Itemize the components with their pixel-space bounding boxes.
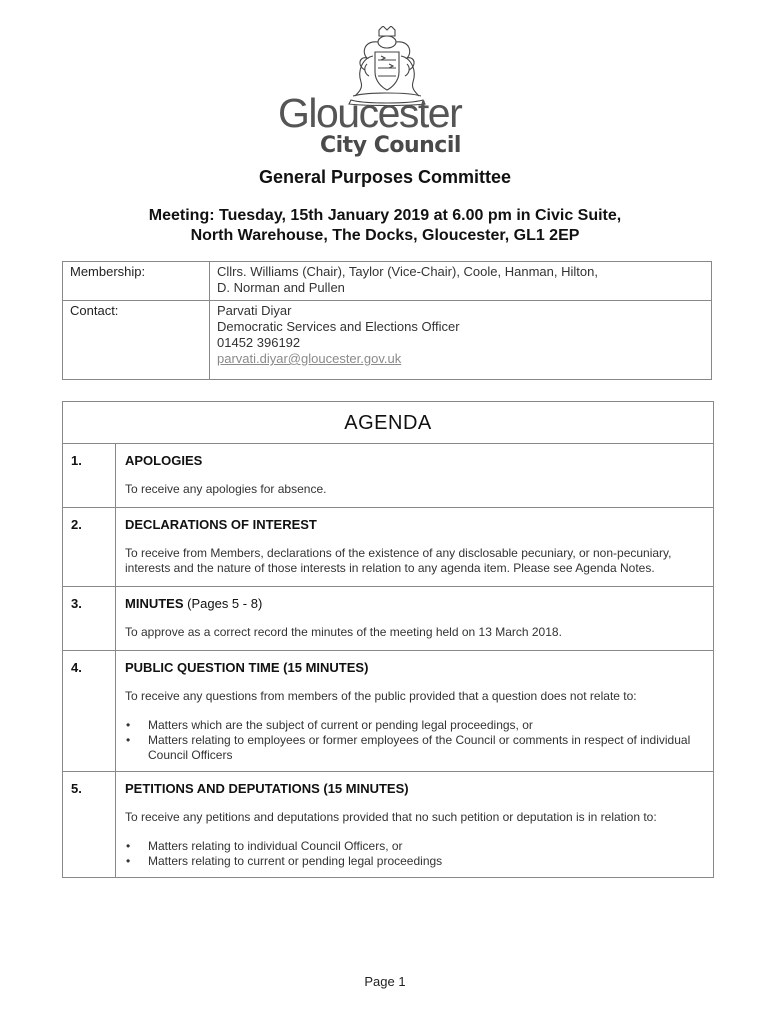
logo-wordmark-city-council: City Council <box>320 133 461 158</box>
agenda-item-number: 4. <box>63 651 116 772</box>
agenda-item-title: DECLARATIONS OF INTEREST <box>125 517 317 532</box>
agenda-item-title-line <box>125 781 705 797</box>
bullet-item: • Matters relating to current or pending legal proceedings <box>125 854 705 869</box>
membership-contact-table <box>62 261 712 380</box>
agenda-item <box>63 587 714 651</box>
membership-line-2: D. Norman and Pullen <box>217 280 345 295</box>
agenda-table <box>62 401 714 878</box>
agenda-heading-row <box>63 402 714 444</box>
agenda-item-description: To receive any questions from members of the public provided that a question does not relate to: <box>125 689 637 703</box>
contact-role: Democratic Services and Elections Officer <box>217 319 460 334</box>
bullet-item: • Matters relating to employees or former employees of the Council or comments in respect of individual Council Officers <box>125 733 705 763</box>
agenda-item-body <box>116 651 714 772</box>
membership-row <box>63 262 712 301</box>
agenda-item-title: PETITIONS AND DEPUTATIONS (15 MINUTES) <box>125 781 409 796</box>
membership-label: Membership: <box>63 262 210 301</box>
agenda-item-title-line <box>125 517 705 533</box>
contact-name: Parvati Diyar <box>217 303 292 318</box>
agenda-item-body <box>116 772 714 878</box>
agenda-item-bullet-list <box>125 718 705 763</box>
page-number: Page 1 <box>364 974 406 989</box>
agenda-item-pages: (Pages 5 - 8) <box>187 596 263 611</box>
agenda-item-title-line <box>125 596 705 612</box>
agenda-item-number: 5. <box>63 772 116 878</box>
membership-value <box>210 262 712 301</box>
agenda-item-body <box>116 508 714 587</box>
agenda-item-description: To receive any apologies for absence. <box>125 482 327 496</box>
agenda-item-title-line <box>125 660 705 676</box>
agenda-item <box>63 651 714 772</box>
agenda-item-title-line <box>125 453 705 469</box>
agenda-item-title: APOLOGIES <box>125 453 203 468</box>
meeting-line-1: Meeting: Tuesday, 15th January 2019 at 6.00 pm in Civic Suite, <box>148 207 622 224</box>
meeting-details <box>0 206 770 246</box>
committee-title: General Purposes Committee <box>258 167 512 187</box>
bullet-item: • Matters relating to individual Council Officers, or <box>125 839 705 854</box>
agenda-heading: AGENDA <box>63 402 714 444</box>
agenda-item-description: To receive any petitions and deputations provided that no such petition or deputation is in relation to: <box>125 810 657 824</box>
contact-value <box>210 301 712 380</box>
agenda-item-number: 3. <box>63 587 116 651</box>
agenda-item-body <box>116 444 714 508</box>
agenda-item <box>63 772 714 878</box>
meeting-line-2: North Warehouse, The Docks, Gloucester, GL1 2EP <box>190 227 580 244</box>
agenda-items <box>63 444 714 878</box>
contact-email-link[interactable]: parvati.diyar@gloucester.gov.uk <box>217 351 402 366</box>
agenda-item-number: 2. <box>63 508 116 587</box>
logo-wordmark-gloucester: Gloucester <box>278 90 462 136</box>
contact-row <box>63 301 712 380</box>
agenda-item-title: MINUTES <box>125 596 184 611</box>
agenda-item-number: 1. <box>63 444 116 508</box>
agenda-item-body <box>116 587 714 651</box>
agenda-item-description: To receive from Members, declarations of the existence of any disclosable pecuniary, or non-pecuniary, interests and the nature of those interests in relation to any agenda item. Please see Agenda Notes. <box>125 546 672 575</box>
contact-label: Contact: <box>63 301 210 380</box>
membership-line-1: Cllrs. Williams (Chair), Taylor (Vice-Chair), Coole, Hanman, Hilton, <box>217 264 598 279</box>
contact-phone: 01452 396192 <box>217 335 301 350</box>
bullet-item: • Matters which are the subject of current or pending legal proceedings, or <box>125 718 705 733</box>
agenda-item-title: PUBLIC QUESTION TIME (15 MINUTES) <box>125 660 369 675</box>
agenda-item-description: To approve as a correct record the minutes of the meeting held on 13 March 2018. <box>125 625 562 639</box>
agenda-item <box>63 508 714 587</box>
agenda-item-bullet-list <box>125 839 705 869</box>
agenda-item <box>63 444 714 508</box>
